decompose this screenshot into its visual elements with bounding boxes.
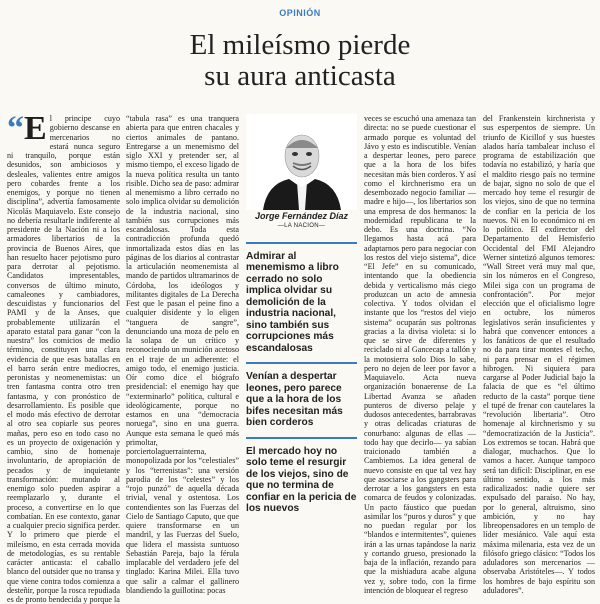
column-4-text: veces se escuchó una amenaza tan directa: no se puede cuestionar el armado porque es voluntad del Jávo y esto es indiscutible. Venían a despertar leones, pero parece que a la hora de los bifes necesitan más bien corderos. Y así como el kirchnerismo era un desembozado negocio familiar —madre e hijo—, los libertarios son una empresa de dos hermanos: la modernidad republicana te la debo. Es una doctrina. “No llegamos hasta acá para adaptarnos pero para negociar con los restos del viejo sistema”, dice “El Jefe” en su comunicado, intentando que la obediencia debida y verticalismo más ciego produzcan un acto de amnesia colectiva. Y todos olvidan el instante que los “restos del viejo sistema” ocuparán sus poltronas gracias a la divisa violeta: si lo que se sirve de diferentes y reciclado ni al Gancecap a tallón y la motosierra solo Dios lo sabe, pero no dejen de leer por favor a Maquiavelo. Acta nueva organización bonaerense de La Libertad Avanza se añaden punteros de diverso pelaje y dudosos antecedentes, barrabravas y otras delicadas criaturas de conurbano: algunas de ellas —todo hay que decirlo— ya sabían traicionado también a Cambiemos. La idea general de nuevo consiste en que tal vez hay que asociarse a los gangsters para derrotar a los gangsters en esta comarca de feudos y colonizadas. Un pacto fáustico que puedan asimilar los “puros y duros” y que no puedan regular por los “blandos e intermitentes”, quienes irán a las urnas tapándose la nariz y cortando grueso, presionado la baja de la inflación, rezando para que la mishiadura acabe alguna vez y, sobre todo, con la firme intención de bloquear el regreso bbox=[364, 114, 476, 595]
headline-line-1: El mileísmo pierde bbox=[189, 29, 411, 61]
headline bbox=[60, 30, 540, 92]
column-2-text: “tabula rasa” es una tranquera abierta para que entren chacales y ciertos animales de pantano. Entregarse a un menemismo del siglo XXI y pretender ser, al mismo tiempo, el exceso ligado de la nueva política resulta un tanto risible. Dicho sea de paso: admirar al menemismo a libro cerrado no solo implica olvidar su demolición de la industria nacional, sino también sus corrupciones más escandalosas. Toda esta contradicción profunda quedó inmortalizada estos días en las páginas de los diarios al contrastar la articulación neomenemista al mando de partidos ultramarinos de Córdoba, los ideólogos y militantes digitales de La Derecha Fest que le pasan el peine fino a cualquier disidente y lo eligen “tanguera de sangre”, denunciando una moza de pelo en la solapa de un crítico y reconociendo un munición acetoso en el traje de un adherente: el amigo todo, el enemigo justicia. Oír como dice el biógrafo presidencial: el enemigo hay que “exterminarlo” política, cultural e ideológicamente, porque no estamos en una “democracia noruega”, sino en una guerra. Aunque esta semana le queó más primoltar, porciertolaguerrainterna, monopolizada por los “celestiales” y los “terrenistas”: una versión parodia de los “celestes” y los “rojo punzó” de aquella década trivial, venal y ostentosa. Los contendientes son las Fuerzas del Cielo de Santiago Caputo, que que quiere transformarse en un mandril, y las Fuerzas del Suelo, que lidera el massista suntuoso Sebastián Pareja, bajo la férula implacable del verdadero jefe del tinglado: Karina Milei. Ella tuvo que salir a calmar el gallinero blandiendo la guillotina: pocas bbox=[126, 114, 239, 595]
author-affiliation: —LA NACION— bbox=[277, 223, 326, 230]
author-portrait-icon bbox=[257, 118, 347, 210]
column-5 bbox=[483, 114, 595, 595]
quote-mark-icon: “ bbox=[7, 110, 24, 147]
pull-quote: Admirar al menemismo a libro cerrado no solo implica olvidar su demolición de la industria nacional, sino también sus corrupciones más escandalosas bbox=[246, 242, 357, 355]
author-photo bbox=[246, 114, 357, 210]
column-3 bbox=[246, 114, 357, 547]
column-2 bbox=[126, 114, 239, 595]
pull-quote: El mercado hoy no solo teme el resurgir de los viejos, sino de que no termina de confiar en la pericia de los nuevos bbox=[246, 437, 357, 515]
column-4 bbox=[364, 114, 476, 595]
drop-cap: “E bbox=[7, 110, 47, 147]
pull-quote: Venían a despertar leones, pero parece que a la hora de los bifes necesitan más bien corderos bbox=[246, 362, 357, 429]
author-name: Jorge Fernández Díaz bbox=[254, 211, 349, 221]
column-1 bbox=[7, 110, 120, 604]
column-5-text: del Frankenstein kirchnerista y sus esperpentos de siempre. Un triunfo de Kicillof y sus huestes alados haría tambalear incluso el programa de estabilización que todavía no estabilizó, y haría que el maldito riesgo país no termine de bajar, signo no solo de que el mercado hoy teme el resurgir de los viejos, sino de que no termina de confiar en la pericia de los nuevos. Ni en lo económico ni en lo político. El exdirector del Departamento del Hemisferio Occidental del FMI Alejandro Werner sintetizó algunos temores: “Wall Street verá muy mal que, sin los números en el Congreso, Milei siga con un programa de confrontación”. Por mejor elección que el oficialismo logre en octubre, los números legislativos serán insuficientes y habrá que convencer entonces a los fanáticos de que el resultado no da para tirar montes el techo, ni para prensar en el régimen hibrogen. Ni siquiera para cargarse al Poder Judicial bajo la falacia de que es “el último reducto de la casta” porque tiene el tupé de frenar con cautelares la “revolución libertaria”. Otro homenaje al kirchnerismo y su “democratización de la Justicia”. Los extremos se tocan. Habrá que dialogar, muchachos. Que lo vamos a hacer. Aunque tampoco será tan difícil: Disciplinar, en ese último sentido, a los más radicalizados: nadie quiere ser expulsado del paraíso. No hay, por lo general, altruismo, sino ambición, y no hay libreopensadores en un templo de líder mesiánico. Vale aquí esta máxima milenaria, esta vez de un filósofo griego clásico: “Todos los aduladores son mercenarios —observaba Aristóteles—. Y todos los hombres de bajo espíritu son aduladores”. bbox=[483, 114, 595, 595]
headline-line-2: su aura anticasta bbox=[204, 60, 396, 92]
section-label: OPINIÓN bbox=[279, 8, 321, 18]
column-1-text: l principe cuyo gobierno descanse en mercenarios no estará nunca seguro ni tranquilo, porque están desunidos, son ambiciosos y desleales, valientes entre amigos pero cobardes frente a los enemigos, y porque no tienen disciplina”, advertía famosamente Nicolás Maquiavelo. Este consejo no debería resultarle indiferente al presidente de la Nación ni a los armadores libertarios de la provincia de Buenos Aires, que han resuelto hacer pejotismo puro para derrotar al pejotismo. Candidatos impresentables, conversos de último minuto, camaleones y cambiadores, descuidistas y funcionarios del PAMI y de la Anses, que probablemente utilizarán el aparato estatal para ganar “con la nuestra” los comicios de medio término, constituyen una clara evidencia de que esas batallas en el barro serán entre mediocres, peronistas y neomenemistas: un tren fantasma contra otro tren fantasma, y con pronóstico de desarrollamiento. Es posible que el modo más efectivo de derrotar al otro sea copiarle sus peores mañas, pero eso en todo caso no es un proyecto de oxigenación y cambio, sino de homenaje involuntario, de apropiación de pecados y de inquietante transformación: mutando al enemigo solo pueden aspirar a reemplazarlo y, durante el proceso, a convertirse en lo que combatían. En ese contexto, ganar a cualquier precio significa perder. Y lo primero que pierde el mileísmo, en esta cerrada movida de metodologías, es su rentable carácter anticasta: el caballo blanco del outsider que no transa y que viene contra todos comienza a desteñir, porque la rosca repudiada es de pronto bendecida y porque la bbox=[7, 114, 120, 604]
